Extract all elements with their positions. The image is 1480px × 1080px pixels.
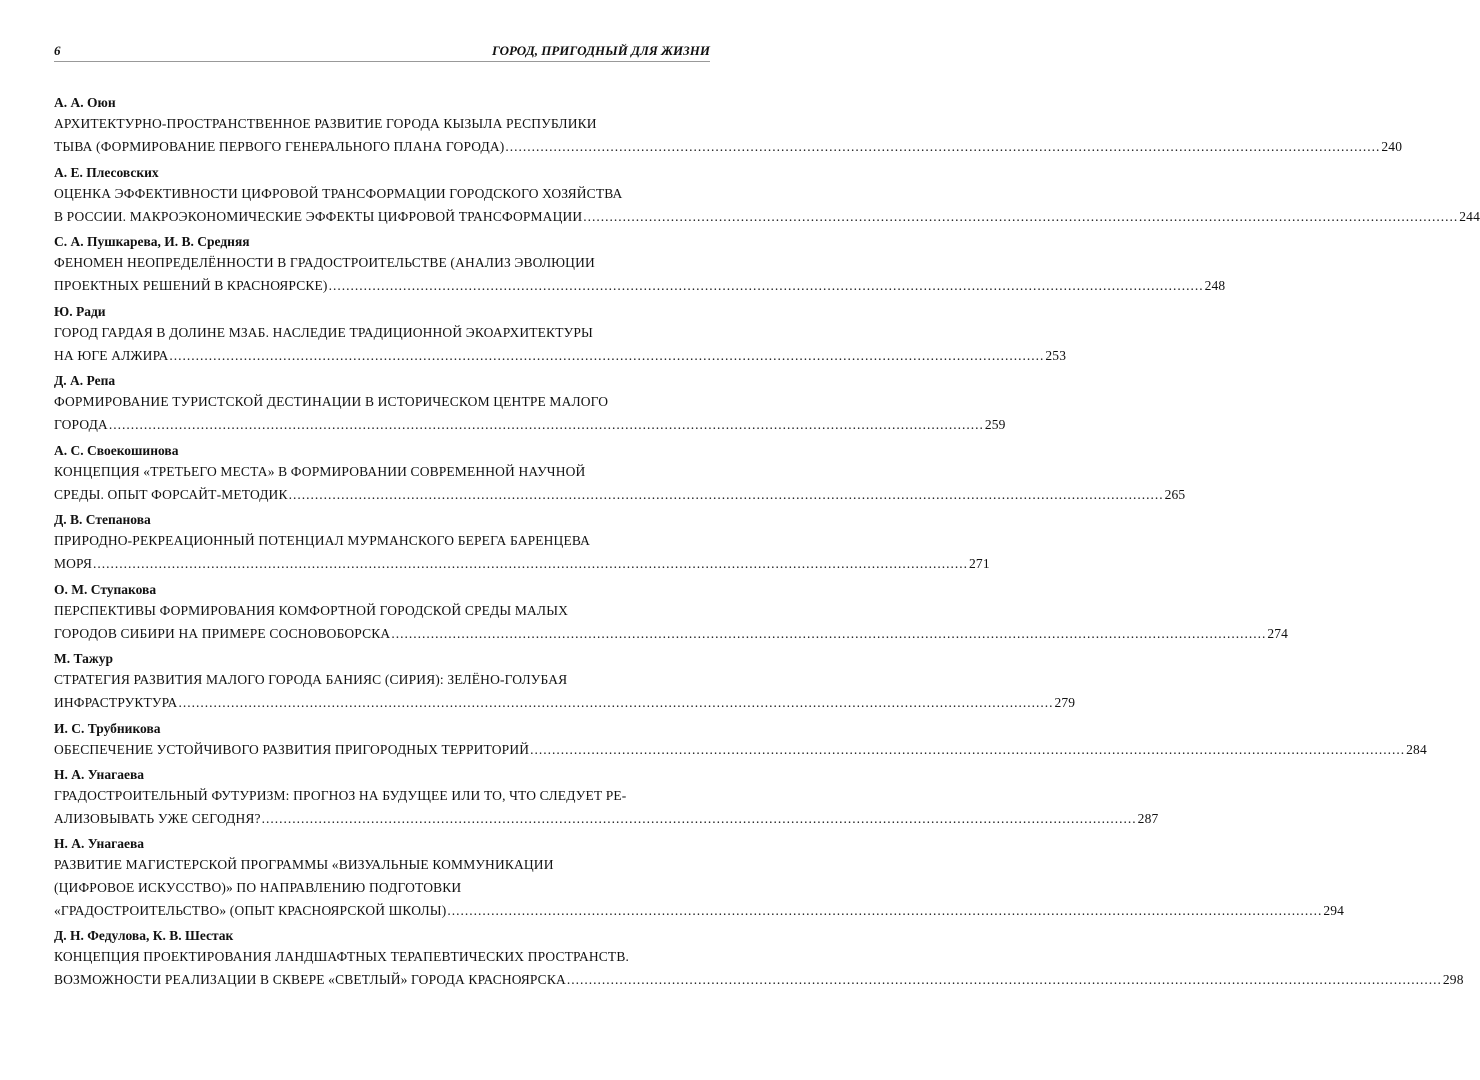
dot-leader: ........................................................................................................................................................................................................ <box>566 972 1442 987</box>
entry-title-line <box>54 274 1226 297</box>
entry-title-line: ФОРМИРОВАНИЕ ТУРИСТСКОЙ ДЕСТИНАЦИИ В ИСТОРИЧЕСКОМ ЦЕНТРЕ МАЛОГО <box>54 394 609 409</box>
entry-page-number[interactable]: 240 <box>1381 139 1403 154</box>
entry-author: А. Е. Плесовских <box>54 164 159 180</box>
entry-author: Д. А. Репа <box>54 373 116 388</box>
dot-leader: ........................................................................................................................................................................................................ <box>328 278 1204 293</box>
entry-page-number[interactable]: 271 <box>969 556 990 571</box>
entry-title-text: ВОЗМОЖНОСТИ РЕАЛИЗАЦИИ В СКВЕРЕ «СВЕТЛЫЙ» ГОРОДА КРАСНОЯРСКА <box>54 972 566 987</box>
entry-title-line <box>54 413 1006 436</box>
entry-page-number[interactable]: 298 <box>1442 972 1464 987</box>
dot-leader: ........................................................................................................................................................................................................ <box>505 139 1381 154</box>
entry-title-line <box>54 135 1403 158</box>
toc-entry <box>54 442 1186 512</box>
entry-title-text: ОБЕСПЕЧЕНИЕ УСТОЙЧИВОГО РАЗВИТИЯ ПРИГОРОДНЫХ ТЕРРИТОРИЙ <box>54 741 530 757</box>
entry-page-number[interactable]: 248 <box>1204 278 1226 293</box>
toc-entry <box>54 766 1159 836</box>
entry-title-line: ПЕРСПЕКТИВЫ ФОРМИРОВАНИЯ КОМФОРТНОЙ ГОРОДСКОЙ СРЕДЫ МАЛЫХ <box>54 602 569 618</box>
dot-leader: ........................................................................................................................................................................................................ <box>261 810 1137 826</box>
entry-title-text: ГОРОДОВ СИБИРИ НА ПРИМЕРЕ СОСНОВОБОРСКА <box>54 625 391 641</box>
entry-author: Д. В. Степанова <box>54 512 151 527</box>
entry-title-text: ПРОЕКТНЫХ РЕШЕНИЙ В КРАСНОЯРСКЕ) <box>54 278 328 293</box>
entry-page-number[interactable]: 287 <box>1137 810 1159 826</box>
page-number: 6 <box>54 43 61 58</box>
toc-entry <box>54 233 1226 303</box>
entry-title-line <box>54 483 1186 506</box>
entry-page-number[interactable]: 284 <box>1406 741 1427 757</box>
entry-title-line <box>54 205 1480 228</box>
entry-title-line: ГОРОД ГАРДАЯ В ДОЛИНЕ МЗАБ. НАСЛЕДИЕ ТРАДИЦИОННОЙ ЭКОАРХИТЕКТУРЫ <box>54 324 593 340</box>
dot-leader: ........................................................................................................................................................................................................ <box>583 208 1459 224</box>
toc-entry <box>54 650 1076 720</box>
dot-leader: ........................................................................................................................................................................................................ <box>108 417 984 432</box>
entry-title-line: АРХИТЕКТУРНО-ПРОСТРАНСТВЕННОЕ РАЗВИТИЕ ГОРОДА КЫЗЫЛА РЕСПУБЛИКИ <box>54 116 597 131</box>
entry-title-text: СРЕДЫ. ОПЫТ ФОРСАЙТ-МЕТОДИК <box>54 486 288 502</box>
entry-author: Д. Н. Федулова, К. В. Шестак <box>54 928 234 943</box>
entry-title-text: АЛИЗОВЫВАТЬ УЖЕ СЕГОДНЯ? <box>54 810 261 826</box>
entry-title-line <box>54 968 1464 991</box>
entry-page-number[interactable]: 294 <box>1323 903 1345 918</box>
entry-title-text: ИНФРАСТРУКТУРА <box>54 695 178 710</box>
entry-author: Ю. Ради <box>54 303 106 319</box>
entry-title-line <box>54 807 1159 830</box>
toc-entry <box>54 94 1403 164</box>
entry-title-line <box>54 622 1289 645</box>
entry-title-line: СТРАТЕГИЯ РАЗВИТИЯ МАЛОГО ГОРОДА БАНИЯС (СИРИЯ): ЗЕЛЁНО-ГОЛУБАЯ <box>54 672 568 687</box>
entry-page-number[interactable]: 253 <box>1045 347 1067 363</box>
dot-leader: ........................................................................................................................................................................................................ <box>288 486 1164 502</box>
entry-title-line: ФЕНОМЕН НЕОПРЕДЕЛЁННОСТИ В ГРАДОСТРОИТЕЛЬСТВЕ (АНАЛИЗ ЭВОЛЮЦИИ <box>54 255 595 270</box>
entry-title-line <box>54 899 1345 922</box>
toc-entry <box>54 720 1427 766</box>
entry-title-line <box>54 344 1067 367</box>
entry-author: О. М. Ступакова <box>54 581 157 597</box>
entry-author: А. С. Своекошинова <box>54 442 179 458</box>
header-rule <box>54 61 710 62</box>
entry-title-text: «ГРАДОСТРОИТЕЛЬСТВО» (ОПЫТ КРАСНОЯРСКОЙ ШКОЛЫ) <box>54 903 447 918</box>
toc-entry <box>54 581 1289 651</box>
entry-title-line: (ЦИФРОВОЕ ИСКУССТВО)» ПО НАПРАВЛЕНИЮ ПОДГОТОВКИ <box>54 880 462 895</box>
dot-leader: ........................................................................................................................................................................................................ <box>530 741 1406 757</box>
toc-entry <box>54 164 1480 234</box>
entry-page-number[interactable]: 279 <box>1054 695 1076 710</box>
running-title: ГОРОД, ПРИГОДНЫЙ ДЛЯ ЖИЗНИ <box>491 43 710 58</box>
entry-title-line <box>54 738 1427 761</box>
toc-entry <box>54 303 1067 373</box>
toc-entry <box>54 511 990 581</box>
entry-author: С. А. Пушкарева, И. В. Средняя <box>54 234 250 249</box>
toc-entry <box>54 372 1006 442</box>
entry-title-line: ОЦЕНКА ЭФФЕКТИВНОСТИ ЦИФРОВОЙ ТРАНСФОРМАЦИИ ГОРОДСКОГО ХОЗЯЙСТВА <box>54 185 623 201</box>
entry-title-line: ГРАДОСТРОИТЕЛЬНЫЙ ФУТУРИЗМ: ПРОГНОЗ НА БУДУЩЕЕ ИЛИ ТО, ЧТО СЛЕДУЕТ РЕ- <box>54 787 627 803</box>
entry-title-line: КОНЦЕПЦИЯ ПРОЕКТИРОВАНИЯ ЛАНДШАФТНЫХ ТЕРАПЕВТИЧЕСКИХ ПРОСТРАНСТВ. <box>54 949 630 964</box>
entry-author: Н. А. Унагаева <box>54 836 144 851</box>
entry-page-number[interactable]: 244 <box>1459 208 1480 224</box>
entry-title-line <box>54 552 990 575</box>
entry-author: И. С. Трубникова <box>54 720 161 736</box>
dot-leader: ........................................................................................................................................................................................................ <box>178 695 1054 710</box>
entry-title-line: КОНЦЕПЦИЯ «ТРЕТЬЕГО МЕСТА» В ФОРМИРОВАНИИ СОВРЕМЕННОЙ НАУЧНОЙ <box>54 463 586 479</box>
entry-title-text: ГОРОДА <box>54 417 108 432</box>
entry-author: Н. А. Унагаева <box>54 766 144 782</box>
entry-author: А. А. Оюн <box>54 95 116 110</box>
entry-title-line <box>54 691 1076 714</box>
entry-author: М. Тажур <box>54 651 113 666</box>
dot-leader: ........................................................................................................................................................................................................ <box>93 556 969 571</box>
entry-page-number[interactable]: 274 <box>1267 625 1289 641</box>
dot-leader: ........................................................................................................................................................................................................ <box>169 347 1045 363</box>
table-of-contents <box>54 94 1480 997</box>
entry-title-line: ПРИРОДНО-РЕКРЕАЦИОННЫЙ ПОТЕНЦИАЛ МУРМАНСКОГО БЕРЕГА БАРЕНЦЕВА <box>54 533 591 548</box>
dot-leader: ........................................................................................................................................................................................................ <box>447 903 1323 918</box>
dot-leader: ........................................................................................................................................................................................................ <box>391 625 1267 641</box>
entry-title-text: В РОССИИ. МАКРОЭКОНОМИЧЕСКИЕ ЭФФЕКТЫ ЦИФРОВОЙ ТРАНСФОРМАЦИИ <box>54 208 583 224</box>
entry-page-number[interactable]: 265 <box>1164 486 1186 502</box>
toc-entry <box>54 835 1345 927</box>
entry-title-text: МОРЯ <box>54 556 93 571</box>
entry-title-text: НА ЮГЕ АЛЖИРА <box>54 347 169 363</box>
running-header <box>54 43 710 63</box>
entry-title-text: ТЫВА (ФОРМИРОВАНИЕ ПЕРВОГО ГЕНЕРАЛЬНОГО ПЛАНА ГОРОДА) <box>54 139 505 154</box>
toc-entry <box>54 927 1464 997</box>
entry-title-line: РАЗВИТИЕ МАГИСТЕРСКОЙ ПРОГРАММЫ «ВИЗУАЛЬНЫЕ КОММУНИКАЦИИ <box>54 857 554 872</box>
entry-page-number[interactable]: 259 <box>984 417 1006 432</box>
